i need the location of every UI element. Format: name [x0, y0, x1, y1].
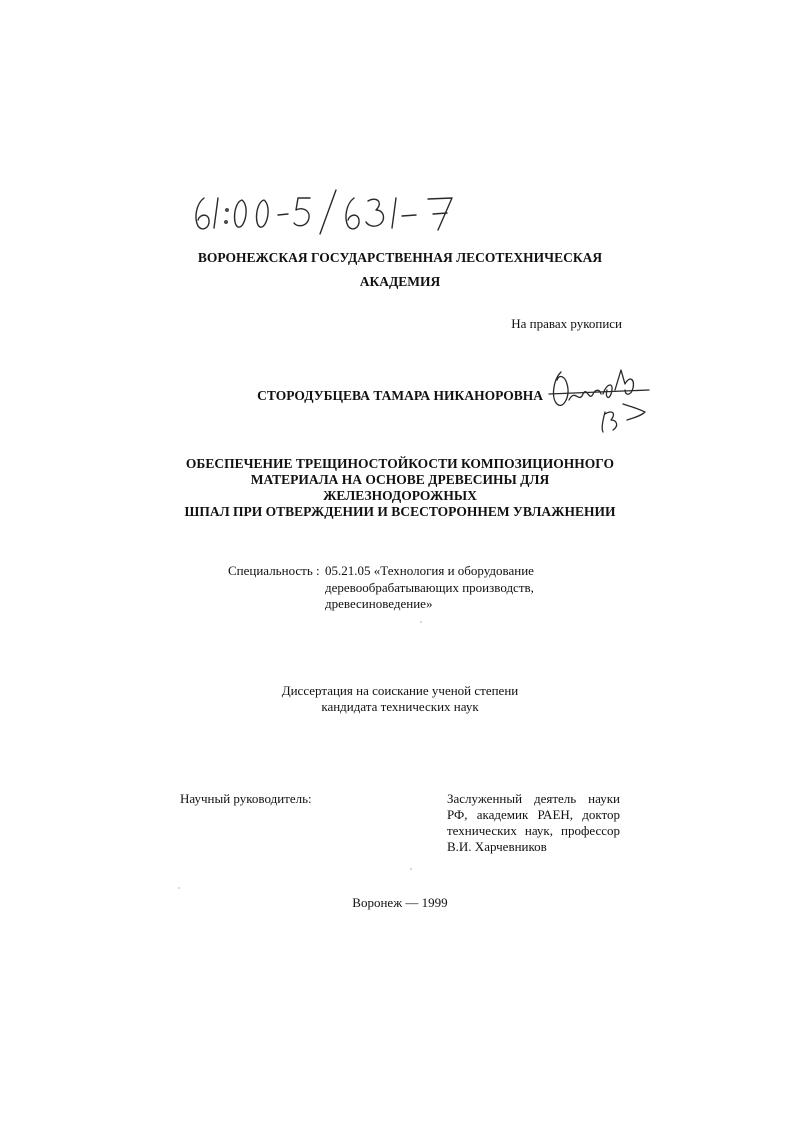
specialty-line-1: 05.21.05 «Технология и оборудование [325, 563, 534, 578]
supervisor-line-1: Заслуженный деятель науки [447, 791, 620, 806]
author-name: СТОРОДУБЦЕВА ТАМАРА НИКАНОРОВНА [257, 388, 543, 403]
specialty-line-2: деревообрабатывающих производств, [325, 580, 534, 595]
dissertation-line-2: кандидата технических наук [321, 699, 479, 714]
scan-speck [410, 868, 412, 870]
title-line-3: ЖЕЛЕЗНОДОРОЖНЫХ [323, 488, 477, 503]
author-signature [545, 360, 655, 440]
title-line-1: ОБЕСПЕЧЕНИЕ ТРЕЩИНОСТОЙКОСТИ КОМПОЗИЦИОННОГО [185, 456, 615, 471]
archive-code-handwriting [190, 188, 480, 238]
organization-line-2: АКАДЕМИЯ [359, 274, 441, 289]
title-line-4: ШПАЛ ПРИ ОТВЕРЖДЕНИИ И ВСЕСТОРОННЕМ УВЛАЖНЕНИИ [184, 504, 616, 519]
scan-speck [420, 621, 422, 623]
rights-note: На правах рукописи [511, 316, 622, 331]
scan-speck [178, 887, 180, 889]
city-year: Воронеж — 1999 [352, 895, 448, 910]
dissertation-line-1: Диссертация на соискание ученой степени [281, 683, 519, 698]
supervisor-label: Научный руководитель: [180, 791, 312, 806]
specialty-label: Специальность : [228, 563, 320, 578]
supervisor-line-3: технических наук, профессор [447, 823, 620, 838]
supervisor-name: В.И. Харчевников [447, 839, 547, 854]
title-line-2: МАТЕРИАЛА НА ОСНОВЕ ДРЕВЕСИНЫ ДЛЯ [250, 472, 550, 487]
supervisor-line-2: РФ, академик РАЕН, доктор [447, 807, 620, 822]
organization-line-1: ВОРОНЕЖСКАЯ ГОСУДАРСТВЕННАЯ ЛЕСОТЕХНИЧЕСКАЯ [197, 250, 603, 265]
specialty-line-3: древесиноведение» [325, 596, 433, 611]
